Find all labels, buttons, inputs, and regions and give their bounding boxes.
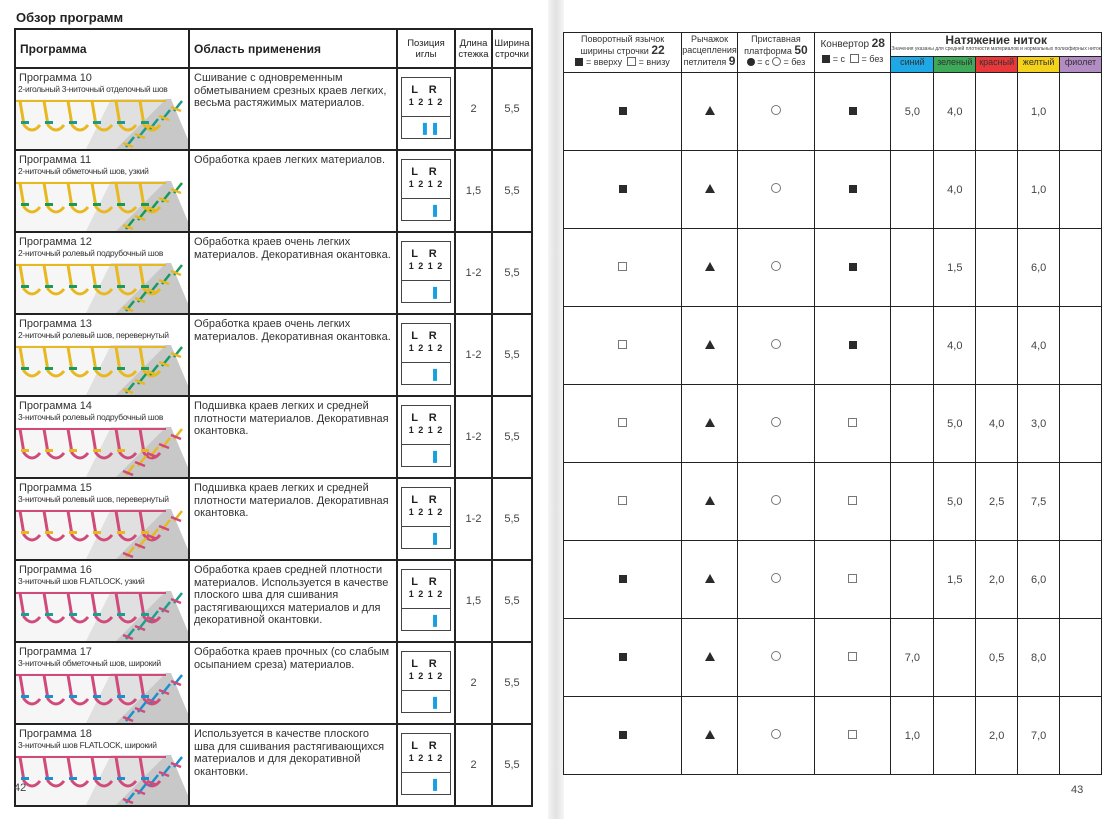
application-area: Обработка краев очень легких материалов. Декоративная окантовка. [189, 232, 397, 314]
program-cell [15, 314, 189, 396]
platform-cell [737, 385, 814, 463]
program-name: Программа 13 [19, 318, 92, 330]
table-row [15, 642, 532, 724]
tension-value [891, 385, 934, 463]
triangle-icon [705, 730, 715, 739]
stitch-width-value: 5,5 [492, 396, 532, 478]
needle-numbers: 1 2 1 2 [408, 425, 444, 435]
tension-value [1060, 541, 1102, 619]
empty-square-icon [848, 730, 857, 739]
tension-value [1060, 385, 1102, 463]
tension-value: 0,5 [976, 619, 1018, 697]
tension-value: 3,0 [1018, 385, 1060, 463]
filled-square-icon [619, 731, 627, 739]
needle-position-diagram [401, 405, 451, 467]
needle-numbers: 1 2 1 2 [408, 507, 444, 517]
tension-value: 6,0 [1018, 541, 1060, 619]
empty-square-icon [848, 652, 857, 661]
stitch-length-value: 1-2 [455, 314, 492, 396]
tongue-cell [564, 697, 682, 775]
table-row [564, 619, 1102, 697]
application-area: Подшивка краев легких и средней плотности материалов. Декоративная окантовка. [189, 396, 397, 478]
needle-icon: ❚ [429, 531, 440, 545]
stitch-length-value: 1-2 [455, 232, 492, 314]
empty-circle-icon [771, 573, 781, 583]
lever-cell [682, 385, 738, 463]
stitch-illustration [16, 509, 189, 559]
tension-value [1060, 463, 1102, 541]
settings-table [563, 32, 1102, 775]
program-description: 2-ниточный обметочный шов, узкий [18, 166, 149, 176]
needle-position-cell [397, 560, 455, 642]
needle-numbers: 1 2 1 2 [408, 179, 444, 189]
header-tension: Натяжение ниток Значения указаны для средней плотности материалов и нормальных полиэфирных ниток [891, 33, 1102, 57]
tongue-cell [564, 229, 682, 307]
stitch-width-value: 5,5 [492, 724, 532, 806]
stitch-width-value: 5,5 [492, 642, 532, 724]
program-description: 3-ниточный ролевый шов, перевернутый [18, 494, 169, 504]
program-name: Программа 11 [19, 154, 92, 166]
empty-circle-icon [771, 651, 781, 661]
filled-square-icon [849, 341, 857, 349]
needle-position-diagram [401, 487, 451, 549]
lever-cell [682, 541, 738, 619]
filled-square-icon [619, 653, 627, 661]
lever-cell [682, 73, 738, 151]
header-needle-position: Позиция иглы [397, 29, 455, 68]
stitch-width-value: 5,5 [492, 560, 532, 642]
needle-position-cell [397, 68, 455, 150]
empty-circle-icon [772, 57, 781, 66]
table-row [15, 68, 532, 150]
application-area: Обработка краев средней плотности материалов. Используется в качестве плоского шва для сшивания растягивающихся материалов и для декоративной окантовки. [189, 560, 397, 642]
needle-position-diagram [401, 77, 451, 139]
tension-value: 4,0 [934, 73, 976, 151]
tension-value: 4,0 [976, 385, 1018, 463]
tension-value: 6,0 [1018, 229, 1060, 307]
tension-value: 4,0 [1018, 307, 1060, 385]
program-description: 3-ниточный ролевый подрубочный шов [18, 412, 164, 422]
tension-value [891, 229, 934, 307]
table-header-row [15, 29, 532, 68]
header-converter: Конвертор 28 = с = без [815, 33, 891, 73]
needle-numbers: 1 2 1 2 [408, 97, 444, 107]
empty-square-icon [618, 262, 627, 271]
converter-cell [815, 73, 891, 151]
needle-lr-label: L R [411, 248, 441, 260]
table-row [15, 724, 532, 806]
platform-cell [737, 151, 814, 229]
needle-icon: ❚ [429, 695, 440, 709]
program-name: Программа 18 [19, 728, 92, 740]
tongue-cell [564, 385, 682, 463]
triangle-icon [705, 496, 715, 505]
table-row [15, 232, 532, 314]
converter-cell [815, 385, 891, 463]
stitch-illustration [16, 345, 189, 395]
empty-circle-icon [771, 495, 781, 505]
needle-icon: ❚❚ [419, 121, 440, 135]
lever-cell [682, 151, 738, 229]
platform-cell [737, 73, 814, 151]
needle-icon: ❚ [429, 777, 440, 791]
stitch-width-value: 5,5 [492, 150, 532, 232]
table-row [564, 463, 1102, 541]
needle-icon: ❚ [429, 613, 440, 627]
needle-position-diagram [401, 159, 451, 221]
program-description: 3-ниточный шов FLATLOCK, узкий [18, 576, 145, 586]
needle-position-cell [397, 150, 455, 232]
header-stitch-length: Длина стежка [455, 29, 492, 68]
needle-position-cell [397, 396, 455, 478]
needle-position-cell [397, 232, 455, 314]
table-row [15, 150, 532, 232]
stitch-width-value: 5,5 [492, 314, 532, 396]
header-area: Область применения [189, 29, 397, 68]
stitch-length-value: 1-2 [455, 478, 492, 560]
empty-circle-icon [771, 729, 781, 739]
empty-square-icon [627, 57, 636, 66]
tension-value: 1,5 [934, 541, 976, 619]
thread-color-фиолет: фиолет [1060, 57, 1102, 73]
program-cell [15, 396, 189, 478]
needle-lr-label: L R [411, 494, 441, 506]
platform-cell [737, 307, 814, 385]
program-description: 2-ниточный ролевый подрубочный шов [18, 248, 164, 258]
header-width-tongue: Поворотный язычок ширины строчки 22 = вверху = внизу [564, 33, 682, 73]
application-area: Сшивание с одновременным обметыванием срезных краев легких, весьма растяжимых материалов. [189, 68, 397, 150]
tension-value: 7,0 [1018, 697, 1060, 775]
tension-value: 1,5 [934, 229, 976, 307]
tension-value [1060, 229, 1102, 307]
stitch-illustration [16, 591, 189, 641]
needle-lr-label: L R [411, 576, 441, 588]
tension-value [891, 307, 934, 385]
needle-position-diagram [401, 241, 451, 303]
filled-square-icon [619, 575, 627, 583]
filled-square-icon [849, 107, 857, 115]
triangle-icon [705, 262, 715, 271]
tension-value [976, 307, 1018, 385]
empty-square-icon [848, 496, 857, 505]
table-row [15, 314, 532, 396]
table-row [15, 396, 532, 478]
platform-cell [737, 541, 814, 619]
application-area: Обработка краев очень легких материалов. Декоративная окантовка. [189, 314, 397, 396]
table-row [564, 541, 1102, 619]
triangle-icon [705, 184, 715, 193]
needle-lr-label: L R [411, 740, 441, 752]
filled-square-icon [619, 185, 627, 193]
filled-square-icon [849, 263, 857, 271]
converter-cell [815, 229, 891, 307]
tension-value: 8,0 [1018, 619, 1060, 697]
tension-value [976, 229, 1018, 307]
empty-square-icon [618, 496, 627, 505]
table-row [564, 307, 1102, 385]
tension-value [934, 697, 976, 775]
program-name: Программа 12 [19, 236, 92, 248]
tension-value: 1,0 [1018, 73, 1060, 151]
stitch-length-value: 1-2 [455, 396, 492, 478]
header-looper-lever: Рычажок расцепления петлителя 9 [682, 33, 738, 73]
program-overview-table [14, 28, 533, 807]
stitch-length-value: 2 [455, 68, 492, 150]
triangle-icon [705, 106, 715, 115]
lever-cell [682, 229, 738, 307]
filled-square-icon [822, 55, 830, 63]
stitch-width-value: 5,5 [492, 232, 532, 314]
program-description: 3-ниточный обметочный шов, широкий [18, 658, 161, 668]
tension-value: 5,0 [934, 463, 976, 541]
thread-color-зеленый: зеленый [934, 57, 976, 73]
tension-value: 1,0 [1018, 151, 1060, 229]
tension-value [1060, 697, 1102, 775]
needle-lr-label: L R [411, 658, 441, 670]
tension-value [891, 541, 934, 619]
tension-value: 2,5 [976, 463, 1018, 541]
lever-cell [682, 697, 738, 775]
empty-square-icon [850, 54, 859, 63]
stitch-illustration [16, 673, 189, 723]
tension-value [891, 151, 934, 229]
tension-value: 7,5 [1018, 463, 1060, 541]
program-description: 2-игольный 3-ниточный отделочный шов [18, 84, 168, 94]
program-cell [15, 724, 189, 806]
stitch-illustration [16, 99, 189, 149]
tongue-cell [564, 307, 682, 385]
table-row [564, 385, 1102, 463]
converter-cell [815, 307, 891, 385]
program-name: Программа 10 [19, 72, 92, 84]
application-area: Обработка краев прочных (со слабым осыпанием среза) материалов. [189, 642, 397, 724]
platform-cell [737, 697, 814, 775]
stitch-illustration [16, 263, 189, 313]
stitch-illustration [16, 427, 189, 477]
needle-lr-label: L R [411, 84, 441, 96]
lever-cell [682, 619, 738, 697]
tension-value: 4,0 [934, 151, 976, 229]
tongue-cell [564, 151, 682, 229]
filled-square-icon [849, 185, 857, 193]
program-cell [15, 478, 189, 560]
program-name: Программа 14 [19, 400, 92, 412]
stitch-length-value: 1,5 [455, 150, 492, 232]
table-row [15, 478, 532, 560]
empty-circle-icon [771, 417, 781, 427]
converter-cell [815, 541, 891, 619]
program-name: Программа 15 [19, 482, 92, 494]
program-description: 3-ниточный шов FLATLOCK, широкий [18, 740, 157, 750]
header-program: Программа [15, 29, 189, 68]
tongue-cell [564, 619, 682, 697]
triangle-icon [705, 340, 715, 349]
platform-cell [737, 229, 814, 307]
converter-cell [815, 151, 891, 229]
converter-cell [815, 463, 891, 541]
tension-value: 1,0 [891, 697, 934, 775]
program-name: Программа 17 [19, 646, 92, 658]
empty-square-icon [848, 574, 857, 583]
thread-color-синий: синий [891, 57, 934, 73]
table-row [15, 560, 532, 642]
thread-color-желтый: желтый [1018, 57, 1060, 73]
tension-value [1060, 151, 1102, 229]
tongue-cell [564, 463, 682, 541]
program-cell [15, 150, 189, 232]
tongue-cell [564, 73, 682, 151]
program-cell [15, 232, 189, 314]
needle-icon: ❚ [429, 203, 440, 217]
needle-position-diagram [401, 733, 451, 795]
needle-icon: ❚ [429, 367, 440, 381]
application-area: Подшивка краев легких и средней плотности материалов. Декоративная окантовка. [189, 478, 397, 560]
tension-value: 5,0 [891, 73, 934, 151]
table-row [564, 697, 1102, 775]
empty-circle-icon [771, 183, 781, 193]
stitch-illustration [16, 755, 189, 805]
needle-lr-label: L R [411, 412, 441, 424]
needle-position-cell [397, 642, 455, 724]
platform-cell [737, 463, 814, 541]
stitch-illustration [16, 181, 189, 231]
application-area: Используется в качестве плоского шва для сшивания растягивающихся материалов и для декоративной окантовки. [189, 724, 397, 806]
stitch-length-value: 2 [455, 724, 492, 806]
tension-value [976, 151, 1018, 229]
converter-cell [815, 697, 891, 775]
tension-value: 7,0 [891, 619, 934, 697]
needle-position-diagram [401, 651, 451, 713]
filled-circle-icon [747, 58, 755, 66]
tension-value: 5,0 [934, 385, 976, 463]
page-number-left: 42 [14, 782, 27, 794]
needle-icon: ❚ [429, 285, 440, 299]
triangle-icon [705, 574, 715, 583]
lever-cell [682, 463, 738, 541]
empty-circle-icon [771, 339, 781, 349]
page-number-right: 43 [1071, 784, 1084, 796]
stitch-length-value: 2 [455, 642, 492, 724]
tension-value: 2,0 [976, 697, 1018, 775]
program-cell [15, 560, 189, 642]
filled-square-icon [575, 58, 583, 66]
needle-position-cell [397, 478, 455, 560]
header-platform: Приставная платформа 50 = с = без [737, 33, 814, 73]
tension-value [1060, 307, 1102, 385]
table-row [564, 151, 1102, 229]
needle-position-diagram [401, 569, 451, 631]
needle-lr-label: L R [411, 330, 441, 342]
tension-value [934, 619, 976, 697]
thread-color-красный: красный [976, 57, 1018, 73]
header-stitch-width: Ширина строчки [492, 29, 532, 68]
tension-value [891, 463, 934, 541]
empty-square-icon [618, 340, 627, 349]
stitch-width-value: 5,5 [492, 478, 532, 560]
platform-cell [737, 619, 814, 697]
needle-numbers: 1 2 1 2 [408, 671, 444, 681]
empty-square-icon [618, 418, 627, 427]
book-spine [548, 0, 564, 819]
page-title: Обзор программ [16, 10, 124, 25]
tension-value [1060, 619, 1102, 697]
tension-value [976, 73, 1018, 151]
table-row [564, 229, 1102, 307]
tension-value: 4,0 [934, 307, 976, 385]
converter-cell [815, 619, 891, 697]
program-name: Программа 16 [19, 564, 92, 576]
empty-circle-icon [771, 105, 781, 115]
needle-icon: ❚ [429, 449, 440, 463]
needle-numbers: 1 2 1 2 [408, 261, 444, 271]
triangle-icon [705, 418, 715, 427]
lever-cell [682, 307, 738, 385]
empty-circle-icon [771, 261, 781, 271]
program-description: 2-ниточный ролевый шов, перевернутый [18, 330, 169, 340]
tongue-cell [564, 541, 682, 619]
needle-numbers: 1 2 1 2 [408, 753, 444, 763]
needle-position-cell [397, 724, 455, 806]
program-cell [15, 642, 189, 724]
needle-position-diagram [401, 323, 451, 385]
program-cell [15, 68, 189, 150]
triangle-icon [705, 652, 715, 661]
table-row [564, 73, 1102, 151]
empty-square-icon [848, 418, 857, 427]
filled-square-icon [619, 107, 627, 115]
tension-value: 2,0 [976, 541, 1018, 619]
application-area: Обработка краев легких материалов. [189, 150, 397, 232]
stitch-length-value: 1,5 [455, 560, 492, 642]
needle-lr-label: L R [411, 166, 441, 178]
needle-numbers: 1 2 1 2 [408, 343, 444, 353]
stitch-width-value: 5,5 [492, 68, 532, 150]
tension-value [1060, 73, 1102, 151]
needle-position-cell [397, 314, 455, 396]
needle-numbers: 1 2 1 2 [408, 589, 444, 599]
